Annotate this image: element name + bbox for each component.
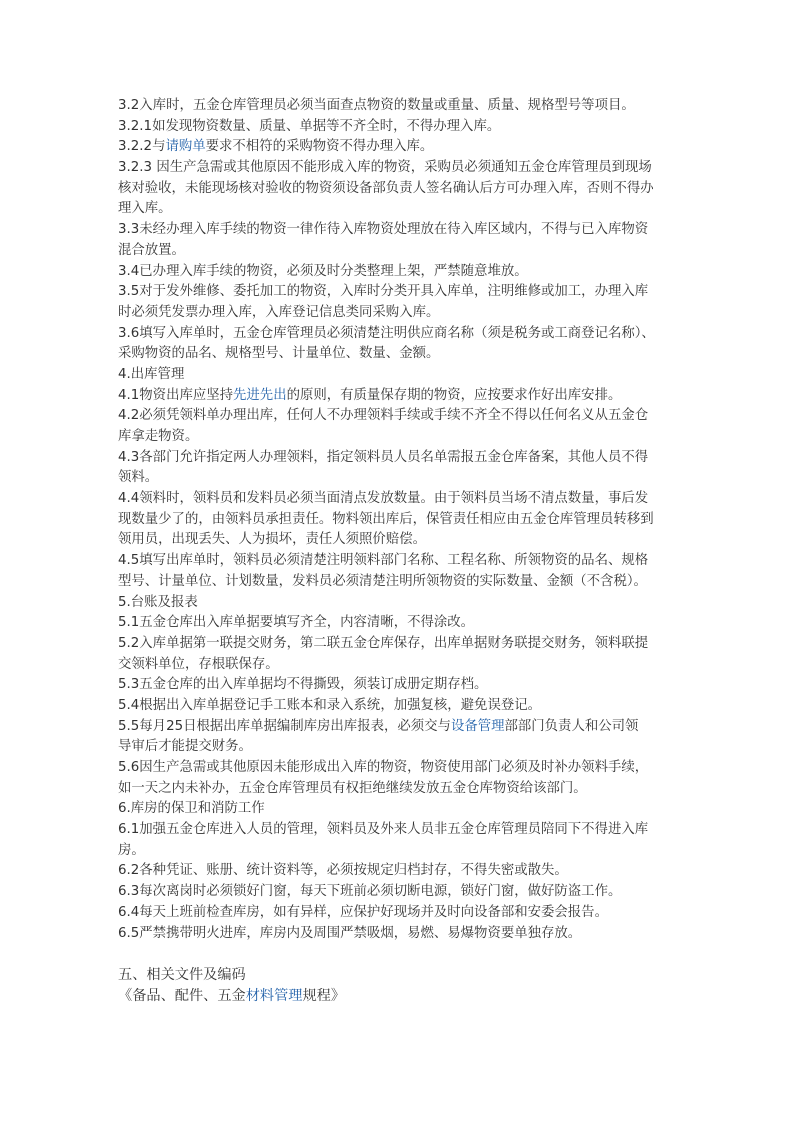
line-6-1a: 6.1加强五金仓库进入人员的管理，领料员及外来人员非五金仓库管理员陪同下不得进入库 — [118, 822, 649, 838]
line-5-3: 5.3五金仓库的出入库单据均不得撕毁，须装订成册定期存档。 — [118, 677, 488, 693]
line-5-5a — [118, 717, 678, 738]
line-3-2-3a: 3.2.3 因生产急需或其他原因不能形成入库的物资，采购员必须通知五金仓库管理员到现场 — [118, 160, 652, 176]
material-management-link[interactable]: 材料管理 — [245, 987, 303, 1004]
line-5-2b: 交领料单位，存根联保存。 — [118, 656, 279, 672]
line-5-5b: 导审后才能提交财务。 — [118, 739, 252, 755]
line-6-5: 6.5严禁携带明火进库，库房内及周围严禁吸烟，易燃、易爆物资要单独存放。 — [118, 925, 582, 941]
line-5-6a: 5.6因生产急需或其他原因未能形成出入库的物资，物资使用部门必须及时补办领料手续， — [118, 760, 649, 775]
line-4-2b: 库拿走物资。 — [118, 429, 199, 444]
line-4-4a: 4.4领料时，领料员和发料员必须当面清点发放数量。由于领料员当场不清点数量，事后发 — [118, 491, 649, 507]
related-docs-heading: 五、相关文件及编码 — [118, 966, 246, 983]
line-prefix: 3.2.2与 — [118, 139, 166, 155]
line-4-4c: 领用员，出现丢失、人为损坏，责任人须照价赔偿。 — [118, 532, 426, 548]
line-3-6b: 采购物资的品名、规格型号、计量单位、数量、金额。 — [118, 346, 440, 362]
line-3-6a: 3.6填写入库单时，五金仓库管理员必须清楚注明供应商名称（须是税务或工商登记名称）、 — [118, 325, 655, 341]
inline-link[interactable]: 请购单 — [165, 139, 206, 155]
line-suffix: 部部门负责人和公司领 — [504, 718, 639, 734]
line-prefix: 5.5每月25日根据出库单据编制库房出库报表，必须交与 — [118, 718, 451, 734]
reference-suffix: 规程》 — [302, 987, 346, 1004]
inline-link[interactable]: 设备管理 — [450, 718, 505, 734]
line-4-3b: 领料。 — [118, 470, 159, 486]
line-6-2: 6.2各种凭证、账册、统计资料等，必须按规定归档封存，不得失密或散失。 — [118, 863, 568, 879]
line-5-6b: 如一天之内未补办，五金仓库管理员有权拒绝继续发放五金仓库物资给该部门。 — [118, 780, 587, 796]
line-3-4: 3.4已办理入库手续的物资，必须及时分类整理上架，严禁随意堆放。 — [118, 263, 528, 279]
text-lines — [118, 96, 678, 944]
line-4-3a: 4.3各部门允许指定两人办理领料，指定领料员人员名单需报五金仓库备案，其他人员不得 — [118, 449, 649, 465]
line-4-4b: 现数量少了的，由领料员承担责任。物料领出库后，保管责任相应由五金仓库管理员转移到 — [118, 511, 654, 527]
heading-5: 5.台账及报表 — [118, 594, 198, 610]
line-5-1: 5.1五金仓库出入库单据要填写齐全，内容清晰，不得涂改。 — [118, 615, 475, 631]
line-3-2-1: 3.2.1如发现物资数量、质量、单据等不齐全时，不得办理入库。 — [118, 118, 501, 134]
line-suffix: 的原则，有质量保存期的物资，应按要求作好出库安排。 — [286, 387, 622, 403]
line-5-2a: 5.2入库单据第一联提交财务，第二联五金仓库保存，出库单据财务联提交财务，领料联提 — [118, 635, 649, 651]
line-suffix: 要求不相符的采购物资不得办理入库。 — [205, 139, 434, 155]
line-4-2a: 4.2必须凭领料单办理出库，任何人不办理领料手续或手续不齐全不得以任何名义从五金仓 — [118, 408, 649, 424]
line-3-2-3b: 核对验收，未能现场核对验收的物资须设备部负责人签名确认后方可办理入库，否则不得办 — [118, 180, 654, 196]
inline-link[interactable]: 先进先出 — [233, 387, 287, 403]
line-3-2-2 — [118, 137, 678, 158]
line-6-4: 6.4每天上班前检查库房，如有异样，应保护好现场并及时向设备部和安委会报告。 — [118, 904, 608, 920]
line-3-5a: 3.5对于发外维修、委托加工的物资，入库时分类开具入库单，注明维修或加工，办理入库 — [118, 284, 649, 300]
line-prefix: 4.1物资出库应坚持 — [118, 387, 234, 403]
reference-prefix: 《备品、配件、五金 — [118, 987, 246, 1004]
line-3-5b: 时必须凭发票办理入库，入库登记信息类同采购入库。 — [118, 304, 440, 320]
line-5-4: 5.4根据出入库单据登记手工账本和录入系统，加强复核，避免误登记。 — [118, 697, 542, 713]
heading-4: 4.出库管理 — [118, 366, 185, 382]
line-6-3: 6.3每次离岗时必须锁好门窗，每天下班前必须切断电源，锁好门窗，做好防盗工作。 — [118, 884, 622, 900]
heading-6: 6.库房的保卫和消防工作 — [118, 801, 265, 817]
line-3-2-3c: 理入库。 — [118, 201, 172, 217]
blank-line — [118, 944, 678, 965]
line-3-3a: 3.3未经办理入库手续的物资一律作待入库物资处理放在待入库区域内，不得与已入库物资 — [118, 222, 649, 238]
line-6-1b: 房。 — [118, 842, 145, 858]
related-docs-reference — [118, 986, 678, 1007]
line-4-5a: 4.5填写出库单时，领料员必须清楚注明领料部门名称、工程名称、所领物资的品名、规格 — [118, 553, 649, 569]
document-body — [118, 96, 678, 1007]
line-4-5b: 型号、计量单位、计划数量，发料员必须清楚注明所领物资的实际数量、金额（不含税）。 — [118, 573, 647, 589]
line-3-2: 3.2入库时，五金仓库管理员必须当面查点物资的数量或重量、质量、规格型号等项目。 — [118, 98, 635, 113]
line-3-3b: 混合放置。 — [118, 242, 185, 258]
line-4-1 — [118, 386, 678, 407]
